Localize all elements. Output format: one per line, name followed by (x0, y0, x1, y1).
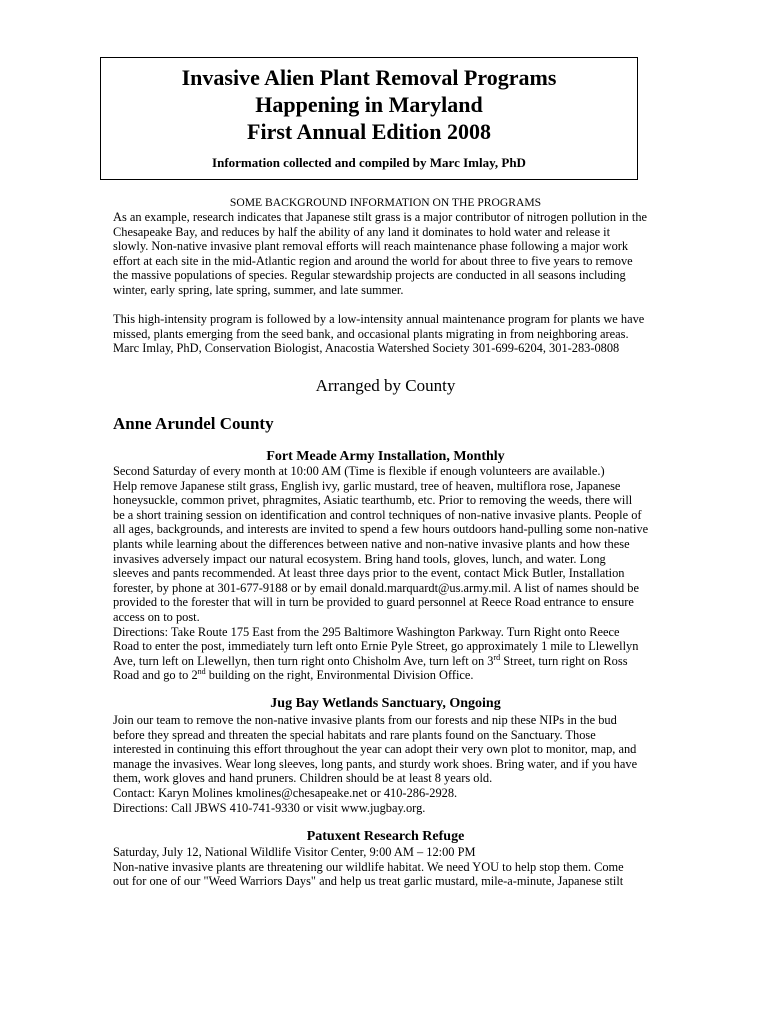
event-title-patuxent: Patuxent Research Refuge (306, 829, 465, 844)
text-line: As an example, research indicates that Japanese stilt grass is a major contributor of nitrogen pollution in the (113, 210, 648, 224)
text-run: Road and go to 2 (113, 668, 198, 683)
text-line: Chesapeake Bay, and reduces by half the ability of any land it dominates to hold water and release it (113, 224, 611, 239)
text-line: effort at each site in the mid-Atlantic region and around the world for about three to five years to remove (113, 253, 633, 268)
text-line: interested in continuing this effort throughout the year can adopt their very own plot to monitor, map, and (113, 742, 637, 757)
text-run: Ave, turn left on Llewellyn, then turn right onto Chisholm Ave, turn left on 3 (113, 653, 494, 668)
event-body-jug-bay (113, 713, 658, 815)
text-run: building on the right, Environmental Division Office. (205, 668, 474, 683)
event-body-fort-meade (113, 464, 658, 683)
text-line: all ages, backgrounds, and interests are invited to spend a few hours outdoors hand-pulling some non-native (113, 522, 649, 537)
text-line: Directions: Call JBWS 410-741-9330 or visit www.jugbay.org. (113, 800, 426, 815)
event-body-patuxent (113, 845, 658, 889)
text-line: the massive populations of species. Regular stewardship projects are conducted in all seasons including (113, 268, 626, 283)
text-run: Street, turn right on Ross (500, 653, 628, 668)
text-line: honeysuckle, common privet, phragmites, Asiatic tearthumb, etc. Prior to removing the weeds, there will (113, 493, 633, 508)
text-line: Marc Imlay, PhD, Conservation Biologist, Anacostia Watershed Society 301-699-6204, 301-283-0808 (113, 341, 620, 356)
background-paragraph-1 (113, 210, 658, 298)
text-line: Join our team to remove the non-native invasive plants from our forests and nip these NIPs in the bud (113, 713, 617, 727)
event-title-fort-meade: Fort Meade Army Installation, Monthly (266, 449, 505, 464)
text-line: be a short training session on identification and control techniques of non-native invasive plants. People of (113, 507, 642, 522)
document-title-line-3: First Annual Edition 2008 (247, 119, 491, 144)
text-line: plants while learning about the differences between native and non-native invasive plants and how these (113, 536, 630, 551)
document-title-line-2: Happening in Maryland (255, 92, 483, 117)
title-box (100, 57, 638, 180)
event-title-jug-bay: Jug Bay Wetlands Sanctuary, Ongoing (270, 696, 501, 711)
text-line (113, 654, 658, 669)
text-line: them, work gloves and hand pruners. Children should be at least 8 years old. (113, 771, 493, 786)
text-line: Help remove Japanese stilt grass, English ivy, garlic mustard, tree of heaven, multiflora rose, Japanese (113, 478, 621, 493)
text-line: provided to the forester that will in turn be provided to guard personnel at Reece Road entrance to ensure (113, 595, 634, 610)
text-line: winter, early spring, late spring, summer, and late summer. (113, 282, 404, 297)
text-line: Road to enter the post, immediately turn left onto Ernie Pyle Street, go approximately 1 mile to Llewellyn (113, 639, 639, 654)
text-line: out for one of our "Weed Warriors Days" and help us treat garlic mustard, mile-a-minute, Japanese stilt (113, 874, 624, 889)
text-line: This high-intensity program is followed by a low-intensity annual maintenance program for plants we have (113, 312, 645, 326)
byline: Information collected and compiled by Marc Imlay, PhD (212, 155, 526, 170)
text-line: Second Saturday of every month at 10:00 AM (Time is flexible if enough volunteers are available.) (113, 464, 605, 478)
text-line: missed, plants emerging from the seed bank, and occasional plants migrating in from neighboring areas. (113, 326, 629, 341)
superscript: nd (197, 667, 206, 677)
text-line: Non-native invasive plants are threatening our wildlife habitat. We need YOU to help stop them. Come (113, 859, 624, 874)
superscript: rd (493, 652, 501, 662)
text-line: invasives adversely impact our natural ecosystem. Bring hand tools, gloves, lunch, and water. Long (113, 551, 606, 566)
text-line: Contact: Karyn Molines kmolines@chesapeake.net or 410-286-2928. (113, 785, 458, 800)
text-line: Saturday, July 12, National Wildlife Visitor Center, 9:00 AM – 12:00 PM (113, 845, 476, 859)
county-heading: Anne Arundel County (113, 414, 274, 433)
text-line (113, 668, 658, 683)
background-heading: SOME BACKGROUND INFORMATION ON THE PROGRAMS (229, 196, 542, 209)
text-line: Directions: Take Route 175 East from the 295 Baltimore Washington Parkway. Turn Right onto Reece (113, 624, 620, 639)
text-line: forester, by phone at 301-677-9188 or by email donald.marquardt@us.army.mil. A list of names should be (113, 580, 639, 595)
text-line: manage the invasives. Wear long sleeves, long pants, and sturdy work shoes. Bring water, and if you have (113, 756, 638, 771)
text-line: slowly. Non-native invasive plant removal efforts will reach maintenance phase following a major work (113, 239, 629, 254)
background-paragraph-2 (113, 312, 658, 356)
document-title-line-1: Invasive Alien Plant Removal Programs (181, 65, 557, 90)
section-heading-arranged: Arranged by County (315, 376, 456, 395)
text-line: before they spread and threaten the special habitats and rare plants found on the Sanctuary. Those (113, 727, 596, 742)
text-line: sleeves and pants recommended. At least three days prior to the event, contact Mick Butler, Installation (113, 566, 625, 581)
text-line: access on to post. (113, 609, 200, 624)
